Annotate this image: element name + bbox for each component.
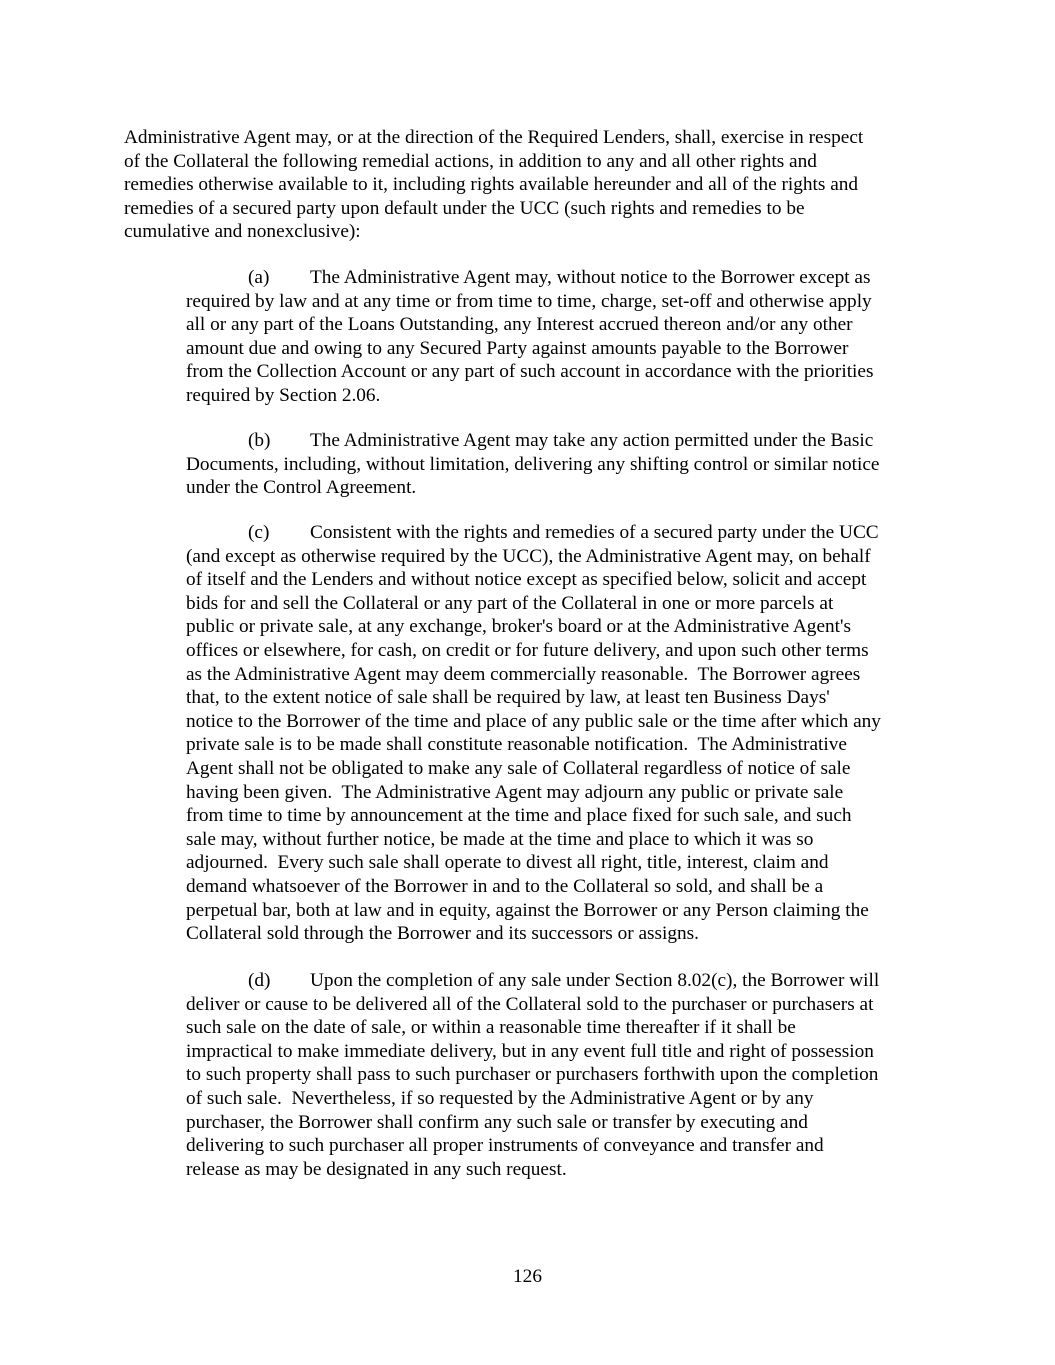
clause-line: required by law and at any time or from time to time, charge, set-off and otherwise apply <box>186 290 872 312</box>
clause-line: notice to the Borrower of the time and place of any public sale or the time after which any <box>186 710 881 732</box>
clause-line: having been given. The Administrative Agent may adjourn any public or private sale <box>186 781 844 803</box>
clause-line: deliver or cause to be delivered all of the Collateral sold to the purchaser or purchasers at <box>186 993 874 1015</box>
clause-line: sale may, without further notice, be made at the time and place to which it was so <box>186 828 814 850</box>
clause-line: of itself and the Lenders and without notice except as specified below, solicit and accept <box>186 569 867 591</box>
clause-line: (and except as otherwise required by the UCC), the Administrative Agent may, on behalf <box>186 545 871 567</box>
clause-line-text: The Administrative Agent may, without notice to the Borrower except as <box>310 267 871 288</box>
clause-line: Collateral sold through the Borrower and its successors or assigns. <box>186 923 700 945</box>
clause-line: demand whatsoever of the Borrower in and to the Collateral so sold, and shall be a <box>186 876 824 897</box>
clause-line: to such property shall pass to such purchaser or purchasers forthwith upon the completion <box>186 1064 879 1086</box>
clause-line: perpetual bar, both at law and in equity, against the Borrower or any Person claiming the <box>186 899 869 921</box>
intro-line: of the Collateral the following remedial actions, in addition to any and all other rights and <box>124 150 817 172</box>
clause-line: delivering to such purchaser all proper instruments of conveyance and transfer and <box>186 1135 824 1157</box>
clause-line: required by Section 2.06. <box>186 385 381 406</box>
clause-line: from the Collection Account or any part of such account in accordance with the priorities <box>186 361 874 383</box>
clause-line: bids for and sell the Collateral or any part of the Collateral in one or more parcels at <box>186 592 834 614</box>
page-number: 126 <box>513 1266 542 1287</box>
clause-marker: (b) <box>248 430 271 451</box>
clause-marker: (d) <box>248 970 271 991</box>
clause-marker: (a) <box>248 267 270 288</box>
clause-line: such sale on the date of sale, or within a reasonable time thereafter if it shall be <box>186 1017 796 1039</box>
clause-line: offices or elsewhere, for cash, on credit or for future delivery, and upon such other terms <box>186 640 869 661</box>
clause-line-text: Consistent with the rights and remedies of a secured party under the UCC <box>310 522 879 543</box>
clause-line: impractical to make immediate delivery, but in any event full title and right of possession <box>186 1040 874 1062</box>
clause-line: public or private sale, at any exchange, broker's board or at the Administrative Agent's <box>186 616 851 638</box>
intro-line: remedies of a secured party upon default under the UCC (such rights and remedies to be <box>124 197 805 219</box>
clause-line: private sale is to be made shall constitute reasonable notification. The Administrative <box>186 734 847 756</box>
clause-line: Documents, including, without limitation, delivering any shifting control or similar notice <box>186 453 880 475</box>
clause-line-text: Upon the completion of any sale under Section 8.02(c), the Borrower will <box>310 970 880 991</box>
clause-line: adjourned. Every such sale shall operate to divest all right, title, interest, claim and <box>186 852 829 874</box>
clause-line: all or any part of the Loans Outstanding, any Interest accrued thereon and/or any other <box>186 314 853 336</box>
intro-line: remedies otherwise available to it, including rights available hereunder and all of the rights and <box>124 174 859 196</box>
clause-marker: (c) <box>248 522 270 543</box>
clause-first-line <box>248 429 873 453</box>
clause-line-text: The Administrative Agent may take any action permitted under the Basic <box>310 430 874 451</box>
intro-line: Administrative Agent may, or at the direction of the Required Lenders, shall, exercise in respect <box>124 127 864 148</box>
clause-line: of such sale. Nevertheless, if so requested by the Administrative Agent or by any <box>186 1088 814 1109</box>
clause-line: amount due and owing to any Secured Party against amounts payable to the Borrower <box>186 337 849 359</box>
clause-line: as the Administrative Agent may deem commercially reasonable. The Borrower agrees <box>186 663 861 685</box>
clause-line: under the Control Agreement. <box>186 477 417 499</box>
clause-first-line <box>248 521 879 545</box>
clause-line: purchaser, the Borrower shall confirm any such sale or transfer by executing and <box>186 1111 808 1133</box>
clause-line: release as may be designated in any such request. <box>186 1158 567 1180</box>
clause-line: that, to the extent notice of sale shall be required by law, at least ten Business Days' <box>186 687 830 709</box>
intro-line: cumulative and nonexclusive): <box>124 221 361 243</box>
clause-first-line <box>248 969 879 993</box>
clause-line: from time to time by announcement at the time and place fixed for such sale, and such <box>186 805 852 827</box>
clause-first-line <box>248 266 870 290</box>
clause-line: Agent shall not be obligated to make any sale of Collateral regardless of notice of sale <box>186 758 851 779</box>
